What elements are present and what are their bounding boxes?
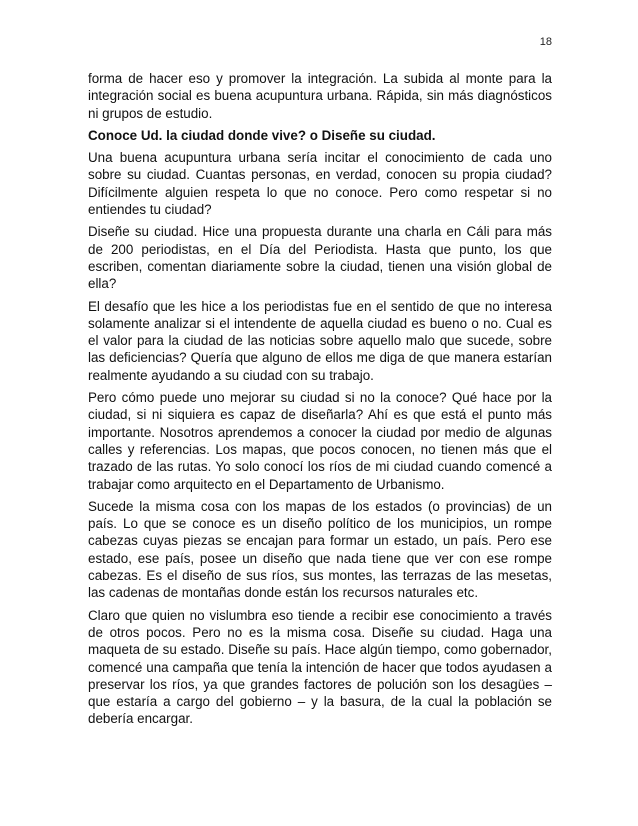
paragraph: Claro que quien no vislumbra eso tiende a recibir ese conocimiento a través de otros pocos. Pero no es la misma cosa. Diseñe su ciudad. Haga una maqueta de su estado. Diseñe su país. Hace algún tiempo, como gobernador, comencé una campaña que tenía la intención de hacer que todos ayudasen a preservar los ríos, ya que grandes factores de polución son los desagües – que estaría a cargo del gobierno – y la basura, de la cual la población se debería encargar.: [88, 607, 552, 727]
paragraph: Diseñe su ciudad. Hice una propuesta durante una charla en Cáli para más de 200 periodistas, en el Día del Periodista. Hasta que punto, los que escriben, comentan diariamente sobre la ciudad, tienen una visión global de ella?: [88, 224, 552, 292]
section-heading: Conoce Ud. la ciudad donde vive? o Diseñe su ciudad.: [88, 127, 436, 143]
document-body: [88, 70, 552, 733]
paragraph: Pero cómo puede uno mejorar su ciudad si no la conoce? Qué hace por la ciudad, si ni siquiera es capaz de diseñarla? Ahí es que está el punto más importante. Nosotros aprendemos a conocer la ciudad por medio de algunas calles y referencias. Los mapas, que pocos conocen, no tienen más que el trazado de las rutas. Yo solo conocí los ríos de mi ciudad cuando comencé a trabajar como arquitecto en el Departamento de Urbanismo.: [88, 390, 552, 492]
paragraph: Sucede la misma cosa con los mapas de los estados (o provincias) de un país. Lo que se conoce es un diseño político de los municipios, un rompe cabezas cuyas piezas se encajan para formar un estado, un país. Pero ese estado, ese país, posee un diseño que nada tiene que ver con ese rompe cabezas. Es el diseño de sus ríos, sus montes, las terrazas de las mesetas, las cadenas de montañas donde están los recursos naturales etc.: [88, 498, 552, 601]
page-number: 18: [539, 36, 552, 48]
paragraph: forma de hacer eso y promover la integración. La subida al monte para la integración social es buena acupuntura urbana. Rápida, sin más diagnósticos ni grupos de estudio.: [88, 71, 552, 121]
paragraph: Una buena acupuntura urbana sería incitar el conocimiento de cada uno sobre su ciudad. Cuantas personas, en verdad, conocen su propia ciudad? Difícilmente alguien respeta lo que no conoce. Pero como respetar si no entiendes tu ciudad?: [88, 150, 552, 218]
paragraph: El desafío que les hice a los periodistas fue en el sentido de que no interesa solamente analizar si el intendente de aquella ciudad es bueno o no. Cual es el valor para la ciudad de las noticias sobre aquello malo que sucede, sobre las deficiencias? Quería que alguno de ellos me diga de que manera estarían realmente ayudando a su ciudad con su trabajo.: [88, 298, 552, 383]
